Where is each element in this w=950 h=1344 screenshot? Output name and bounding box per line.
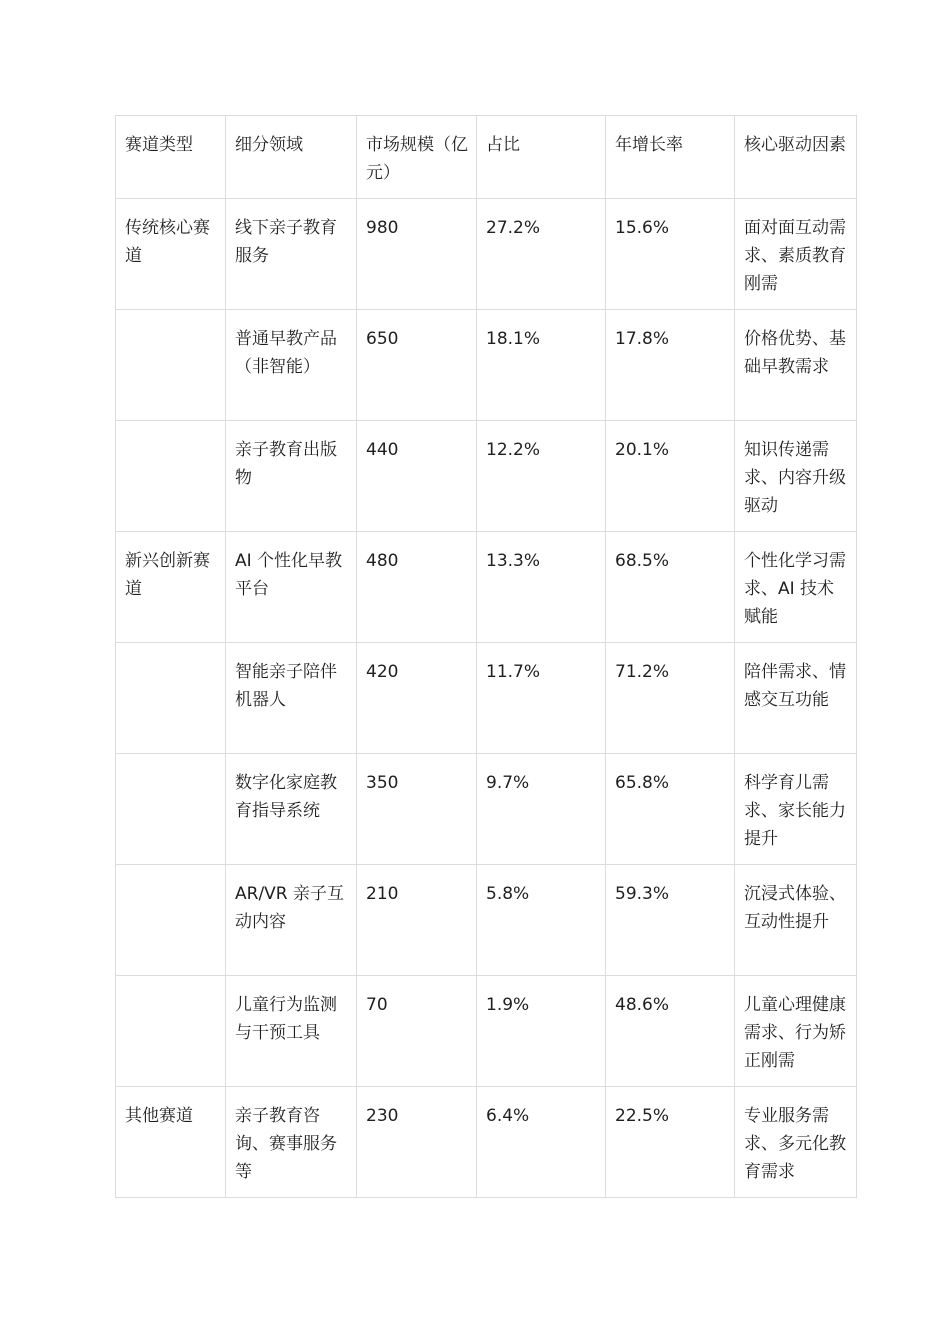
market-size-cell: 70 bbox=[357, 976, 477, 1087]
segment-cell: 数字化家庭教育指导系统 bbox=[226, 754, 357, 865]
table-row bbox=[116, 754, 857, 865]
segment-cell: AI 个性化早教平台 bbox=[226, 532, 357, 643]
header-share: 占比 bbox=[477, 116, 606, 199]
track-type-cell bbox=[116, 421, 226, 532]
growth-rate-cell: 17.8% bbox=[606, 310, 735, 421]
share-cell: 27.2% bbox=[477, 199, 606, 310]
share-cell: 9.7% bbox=[477, 754, 606, 865]
segment-cell: 儿童行为监测与干预工具 bbox=[226, 976, 357, 1087]
market-size-cell: 420 bbox=[357, 643, 477, 754]
share-cell: 12.2% bbox=[477, 421, 606, 532]
growth-rate-cell: 20.1% bbox=[606, 421, 735, 532]
key-drivers-cell: 专业服务需求、多元化教育需求 bbox=[735, 1087, 857, 1198]
share-cell: 18.1% bbox=[477, 310, 606, 421]
table-row bbox=[116, 421, 857, 532]
track-type-cell: 传统核心赛道 bbox=[116, 199, 226, 310]
track-type-cell: 新兴创新赛道 bbox=[116, 532, 226, 643]
header-key-drivers: 核心驱动因素 bbox=[735, 116, 857, 199]
growth-rate-cell: 22.5% bbox=[606, 1087, 735, 1198]
header-track-type: 赛道类型 bbox=[116, 116, 226, 199]
market-size-cell: 480 bbox=[357, 532, 477, 643]
share-cell: 11.7% bbox=[477, 643, 606, 754]
segment-cell: 线下亲子教育服务 bbox=[226, 199, 357, 310]
track-type-cell bbox=[116, 976, 226, 1087]
header-segment: 细分领域 bbox=[226, 116, 357, 199]
share-cell: 1.9% bbox=[477, 976, 606, 1087]
track-type-cell bbox=[116, 643, 226, 754]
table-row bbox=[116, 865, 857, 976]
growth-rate-cell: 15.6% bbox=[606, 199, 735, 310]
market-size-cell: 440 bbox=[357, 421, 477, 532]
segment-cell: 普通早教产品（非智能） bbox=[226, 310, 357, 421]
table-row bbox=[116, 643, 857, 754]
market-size-cell: 230 bbox=[357, 1087, 477, 1198]
share-cell: 5.8% bbox=[477, 865, 606, 976]
key-drivers-cell: 陪伴需求、情感交互功能 bbox=[735, 643, 857, 754]
track-type-cell: 其他赛道 bbox=[116, 1087, 226, 1198]
segment-cell: 亲子教育出版物 bbox=[226, 421, 357, 532]
market-size-cell: 980 bbox=[357, 199, 477, 310]
growth-rate-cell: 59.3% bbox=[606, 865, 735, 976]
key-drivers-cell: 科学育儿需求、家长能力提升 bbox=[735, 754, 857, 865]
segment-cell: 智能亲子陪伴机器人 bbox=[226, 643, 357, 754]
growth-rate-cell: 48.6% bbox=[606, 976, 735, 1087]
share-cell: 6.4% bbox=[477, 1087, 606, 1198]
key-drivers-cell: 个性化学习需求、AI 技术赋能 bbox=[735, 532, 857, 643]
header-market-size: 市场规模（亿元） bbox=[357, 116, 477, 199]
table-row bbox=[116, 976, 857, 1087]
table-row bbox=[116, 532, 857, 643]
market-size-cell: 350 bbox=[357, 754, 477, 865]
market-size-cell: 210 bbox=[357, 865, 477, 976]
key-drivers-cell: 面对面互动需求、素质教育刚需 bbox=[735, 199, 857, 310]
table-row bbox=[116, 310, 857, 421]
growth-rate-cell: 65.8% bbox=[606, 754, 735, 865]
key-drivers-cell: 儿童心理健康需求、行为矫正刚需 bbox=[735, 976, 857, 1087]
segment-cell: 亲子教育咨询、赛事服务等 bbox=[226, 1087, 357, 1198]
track-type-cell bbox=[116, 754, 226, 865]
track-type-cell bbox=[116, 310, 226, 421]
key-drivers-cell: 价格优势、基础早教需求 bbox=[735, 310, 857, 421]
growth-rate-cell: 68.5% bbox=[606, 532, 735, 643]
track-type-cell bbox=[116, 865, 226, 976]
growth-rate-cell: 71.2% bbox=[606, 643, 735, 754]
table-row bbox=[116, 199, 857, 310]
table-row bbox=[116, 1087, 857, 1198]
segment-cell: AR/VR 亲子互动内容 bbox=[226, 865, 357, 976]
market-size-cell: 650 bbox=[357, 310, 477, 421]
key-drivers-cell: 知识传递需求、内容升级驱动 bbox=[735, 421, 857, 532]
share-cell: 13.3% bbox=[477, 532, 606, 643]
table-header-row bbox=[116, 116, 857, 199]
header-growth-rate: 年增长率 bbox=[606, 116, 735, 199]
key-drivers-cell: 沉浸式体验、互动性提升 bbox=[735, 865, 857, 976]
market-segment-table bbox=[115, 115, 857, 1198]
